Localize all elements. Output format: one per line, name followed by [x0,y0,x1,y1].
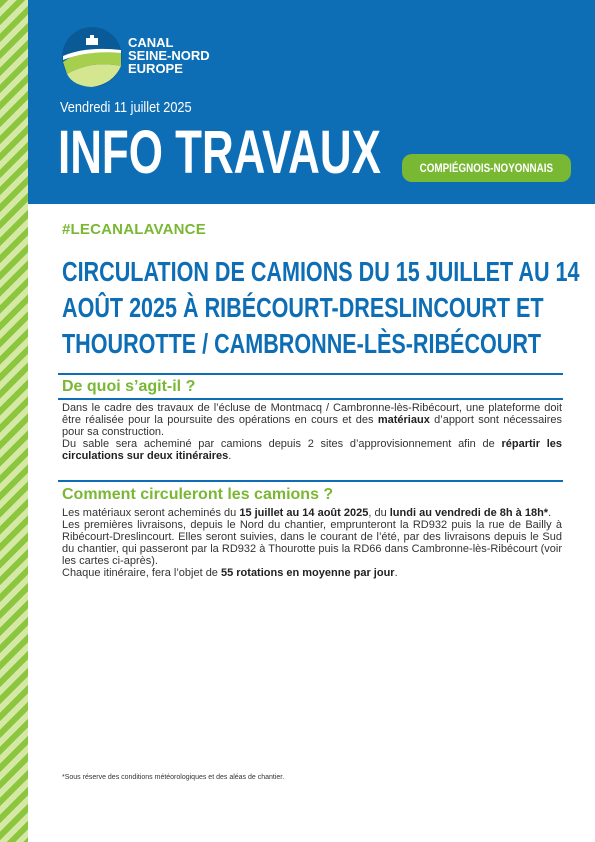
section-divider [58,398,563,400]
paragraph [62,507,562,519]
paragraph [62,567,562,579]
emphasis: matériaux [377,414,430,426]
page-title: INFO TRAVAUX [58,118,381,186]
emphasis: 15 juillet au 14 août 2025 [239,507,369,519]
paragraph [62,438,562,462]
area-badge [402,154,571,182]
header-banner [28,0,595,204]
text: . [394,567,398,579]
headline-line-1: CIRCULATION DE CAMIONS DU 15 JUILLET AU 14 [62,256,580,287]
text: . [548,507,552,519]
section-body-how [62,507,562,579]
logo-line-1: CANAL [128,35,174,50]
text: Du sable sera acheminé par camions depuis 2 sites d’approvisionnement afin de [62,438,502,450]
text: d’apport sont nécessaires pour sa construction. [62,414,562,438]
text: Chaque itinéraire, fera l’objet de [62,567,221,579]
section-divider [58,373,563,375]
emphasis: 55 rotations en moyenne par jour [220,567,395,579]
section-body-what [62,402,562,462]
area-badge-label: COMPIÉGNOIS-NOYONNAIS [419,161,554,175]
paragraph [62,402,562,438]
emphasis: lundi au vendredi de 8h à 18h* [389,507,549,519]
decorative-stripe [0,0,28,842]
section-title-what: De quoi s’agit-il ? [62,378,196,395]
logo-line-2: SEINE-NORD [128,48,210,63]
headline [62,254,580,362]
logo-wordmark [128,36,210,75]
text: , du [368,507,390,519]
section-divider [58,480,563,482]
publication-date: Vendredi 11 juillet 2025 [60,99,192,116]
hashtag: #LECANALAVANCE [62,221,206,238]
emphasis: répartir les circulations sur deux itinéraires [62,438,562,462]
headline-line-2: AOÛT 2025 À RIBÉCOURT-DRESLINCOURT ET [62,292,544,323]
footnote: *Sous réserve des conditions météorologiques et des aléas de chantier. [62,774,285,781]
logo-line-3: EUROPE [128,61,183,76]
paragraph: Les premières livraisons, depuis le Nord du chantier, emprunteront la RD932 puis la rue de Bailly à Ribécourt-Dreslincourt. Elles seront suivies, dans le courant de l’été, par des livraisons depuis le Sud du chantier, qui passeront par la RD932 à Thourotte puis la RD66 dans Cambronne-lès-Ribécourt (voir les cartes ci-après). [62,519,562,567]
headline-line-3: THOUROTTE / CAMBRONNE-LÈS-RIBÉCOURT [62,328,542,359]
section-title-how: Comment circuleront les camions ? [62,486,334,503]
text: . [228,450,232,462]
text: Les matériaux seront acheminés du [62,507,240,519]
text: Dans le cadre des travaux de l’écluse de Montmacq / Cambronne-lès-Ribécourt, une plateforme doit être réalisée pour la poursuite des opérations en cours et des [62,402,562,426]
canal-logo-icon [61,26,123,88]
